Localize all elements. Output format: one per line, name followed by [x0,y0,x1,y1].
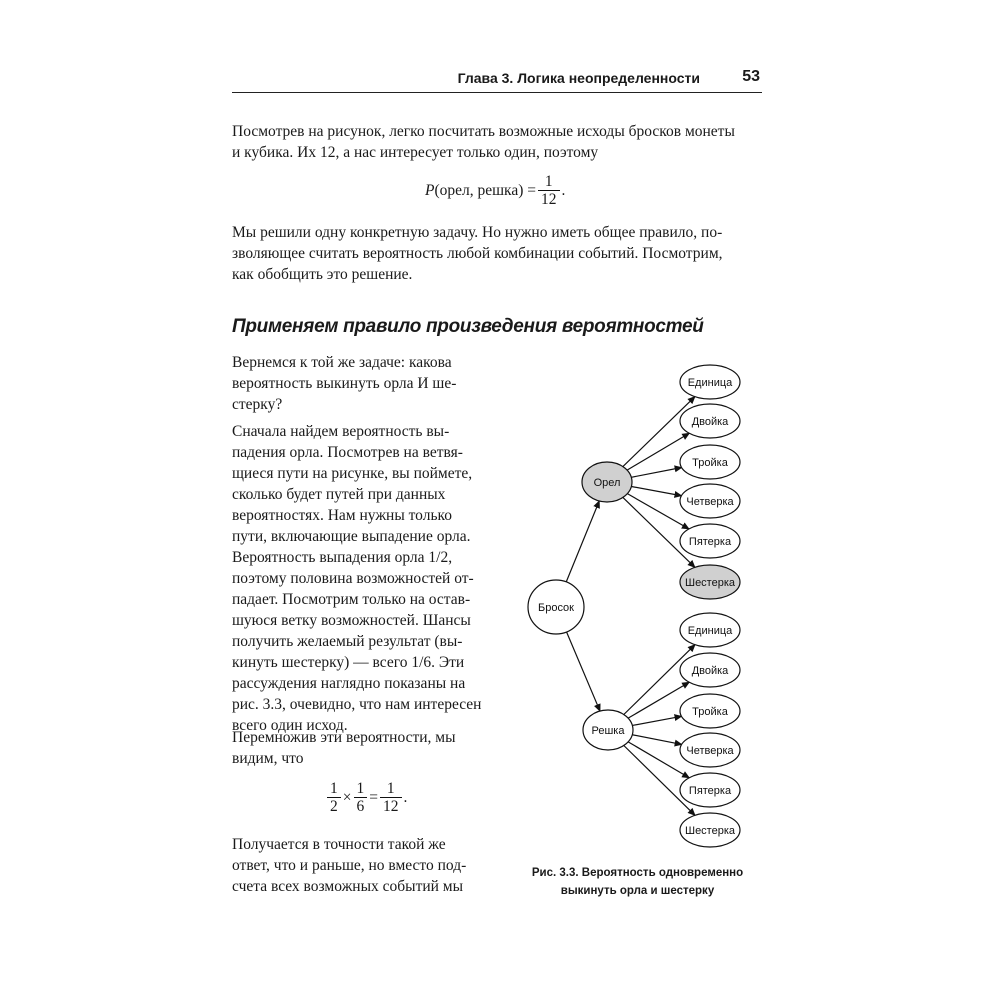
text-line: Сначала найдем вероятность вы- [232,423,450,440]
tree-edge [632,716,681,725]
numerator: 1 [330,780,338,797]
text-line: Посмотрев на рисунок, легко посчитать возможные исходы бросков монеты [232,123,735,140]
die-outcome-node-label: Четверка [686,496,734,508]
times-sign: × [342,788,352,806]
caption-text: выкинуть орла и шестерку [560,885,715,897]
intro-paragraph [232,121,762,163]
fraction [380,780,402,815]
text-line: Вероятность выпадения орла 1/2, [232,549,453,566]
text-line: ответ, что и раньше, но вместо под- [232,857,467,874]
formula-end: . [403,788,408,806]
tree-edge [632,735,681,745]
coin-outcome-node-label: Орел [593,477,621,489]
product-formula [325,780,407,815]
numerator: 1 [386,780,395,797]
formula-args: (орел, решка) = [434,181,537,199]
die-outcome-node-label: Четверка [686,745,734,757]
formula-end: . [561,181,566,199]
text-line: рис. 3.3, очевидно, что нам интересен [232,696,482,713]
tree-edge [631,486,681,495]
chapter-title: Глава 3. Логика неопределенности [457,70,700,86]
die-outcome-node-label: Единица [687,377,733,389]
text-line: поэтому половина возможностей от- [232,570,474,587]
text-line: счета всех возможных событий мы [232,878,464,895]
coin-outcome-node-label: Решка [591,725,625,737]
tree-edge [566,501,599,582]
die-outcome-node-label: Шестерка [684,825,736,837]
caption-text: Вероятность одновременно [581,867,744,879]
die-outcome-node-label: Шестерка [684,577,736,589]
text-line: кинуть шестерку) — всего 1/6. Эти [232,654,465,671]
text-line: падает. Посмотрим только на остав- [232,591,471,608]
fraction [327,780,341,815]
body-paragraph-2 [232,421,492,736]
die-outcome-node-label: Единица [687,625,733,637]
die-outcome-node-label: Двойка [691,665,729,677]
probability-tree [505,355,775,855]
page-number: 53 [742,68,760,85]
text-line: падения орла. Посмотрев на ветвя- [232,444,463,461]
body-paragraph-1 [232,352,492,415]
numerator: 1 [544,173,553,190]
text-line: пути, включающие выпадение орла. [232,528,471,545]
text-line: рассуждения наглядно показаны на [232,675,466,692]
denominator: 12 [541,191,557,208]
figure-number: Рис. 3.3. [531,867,579,879]
text-line: стерку? [232,396,283,413]
intro-paragraph-2 [232,222,762,285]
figure-caption [505,864,770,900]
text-line: Перемножив эти вероятности, мы [232,729,456,746]
die-outcome-node-label: Тройка [692,457,728,469]
text-line: шуюся ветку возможностей. Шансы [232,612,471,629]
text-line: сколько будет путей при данных [232,486,446,503]
text-line: зволяющее считать вероятность любой комбинации событий. Посмотрим, [232,245,723,262]
text-line: Получается в точности такой же [232,836,446,853]
denominator: 2 [330,798,338,815]
body-paragraph-4 [232,834,492,897]
text-line: Вернемся к той же задаче: какова [232,354,452,371]
text-line: видим, что [232,750,304,767]
die-outcome-node-label: Двойка [691,416,729,428]
running-header [232,68,762,93]
fraction [538,173,560,208]
text-line: и кубика. Их 12, а нас интересует только один, поэтому [232,144,599,161]
text-line: получить желаемый результат (вы- [232,633,463,650]
section-heading: Применяем правило произведения вероятностей [232,316,704,337]
text-line: щиеся пути на рисунке, вы поймете, [232,465,473,482]
text-line: вероятность выкинуть орла И ше- [232,375,457,392]
die-outcome-node-label: Тройка [692,706,728,718]
text-line: как обобщить это решение. [232,266,413,283]
body-paragraph-3 [232,727,492,769]
probability-formula [425,173,565,208]
root-node-label: Бросок [537,602,575,614]
text-line: Мы решили одну конкретную задачу. Но нужно иметь общее правило, по- [232,224,723,241]
die-outcome-node-label: Пятерка [688,785,732,797]
text-line: всего один исход. [232,717,348,734]
denominator: 12 [383,798,399,815]
tree-edge [567,632,600,711]
denominator: 6 [356,798,365,815]
fraction [354,780,368,815]
tree-edge [631,468,681,478]
equals-sign: = [369,788,378,806]
die-outcome-node-label: Пятерка [688,536,732,548]
text-line: вероятностях. Нам нужны только [232,507,453,524]
formula-symbol: P [425,181,435,199]
numerator: 1 [356,780,365,797]
probability-tree-figure [505,355,775,855]
